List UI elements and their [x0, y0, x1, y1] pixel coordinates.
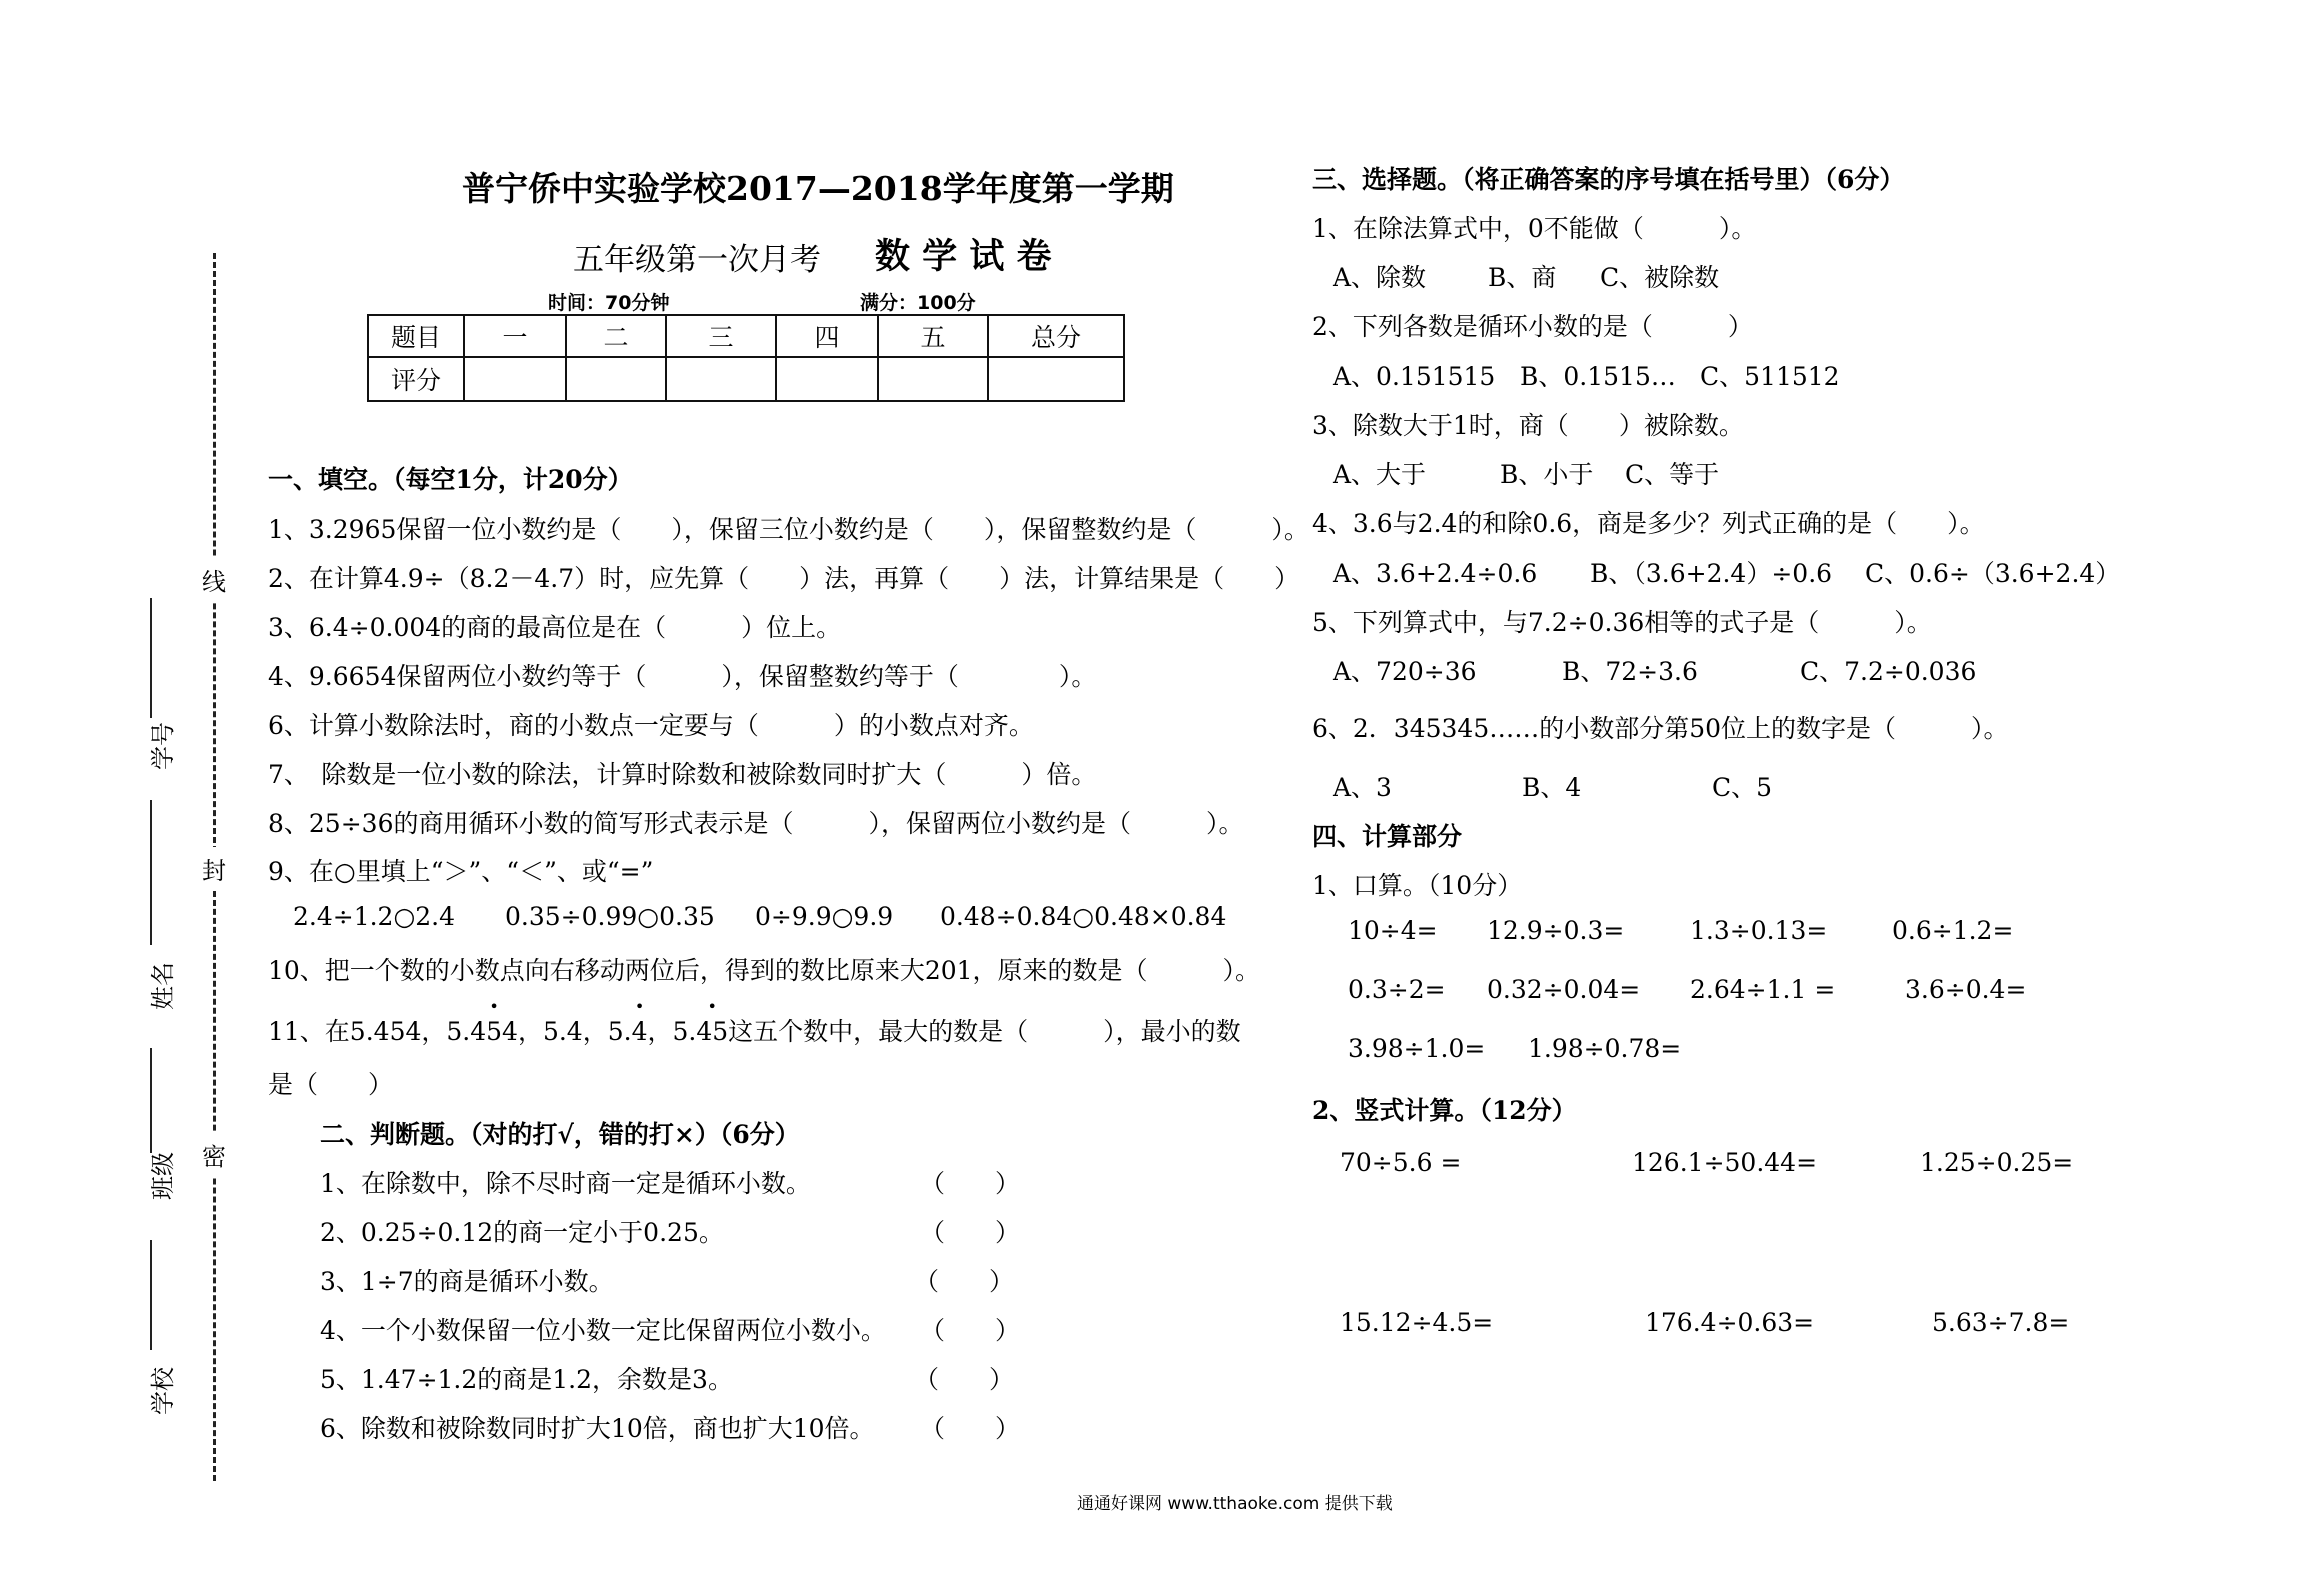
- judge-paren-3[interactable]: （ ）: [914, 1267, 1015, 1296]
- compare-item-4: 0.48÷0.84○0.48×0.84: [940, 902, 1227, 931]
- choice-3-option-b: B、小于: [1500, 460, 1594, 489]
- section4-heading: 四、计算部分: [1312, 822, 1463, 851]
- score-cell-4: 四: [776, 315, 878, 357]
- choice-3-option-c: C、等于: [1625, 460, 1720, 489]
- fill-question-10: 10、把一个数的小数点向右移动两位后，得到的数比原来大201，原来的数是（ ）。: [268, 956, 1261, 985]
- score-cell-3: 三: [666, 315, 776, 357]
- exam-time: 时间：70分钟: [548, 292, 670, 314]
- score-blank-2[interactable]: [566, 357, 666, 401]
- compare-item-3: 0÷9.9○9.9: [755, 902, 894, 931]
- margin-mark-xian: 线: [200, 558, 228, 601]
- q11-part-c: ，5.4，5.: [517, 1017, 632, 1046]
- fill-question-9: 9、在○里填上“＞”、“＜”、或“=”: [268, 857, 654, 886]
- name-fill-line: [150, 800, 152, 945]
- fill-question-1: 1、3.2965保留一位小数约是（ ），保留三位小数约是（ ），保留整数约是（ ）。: [268, 515, 1309, 544]
- score-blank-3[interactable]: [666, 357, 776, 401]
- choice-2-option-a: A、0.151515: [1333, 362, 1496, 391]
- class-fill-line: [150, 1048, 152, 1153]
- judge-paren-2[interactable]: （ ）: [920, 1218, 1021, 1247]
- score-blank-total[interactable]: [988, 357, 1124, 401]
- section1-heading: 一、填空。（每空1分，计20分）: [268, 465, 633, 494]
- judge-item-2: 2、0.25÷0.12的商一定小于0.25。: [320, 1218, 724, 1247]
- oral-item: 1.98÷0.78=: [1528, 1034, 1682, 1063]
- exam-subtitle-grade: 五年级第一次月考: [573, 242, 821, 278]
- choice-6-option-c: C、5: [1712, 773, 1773, 802]
- exam-subtitle-subject: 数 学 试 卷: [875, 237, 1052, 277]
- vertical-item: 5.63÷7.8=: [1932, 1308, 2070, 1337]
- score-blank-1[interactable]: [464, 357, 566, 401]
- oral-item: 3.6÷0.4=: [1905, 975, 2027, 1004]
- section2-heading: 二、判断题。（对的打√，错的打×）（6分）: [320, 1120, 800, 1149]
- vertical-calc-heading: 2、竖式计算。（12分）: [1312, 1096, 1577, 1125]
- choice-2-option-c: C、511512: [1700, 362, 1840, 391]
- choice-3-option-a: A、大于: [1333, 460, 1427, 489]
- judge-item-5: 5、1.47÷1.2的商是1.2，余数是3。: [320, 1365, 733, 1394]
- margin-field-school: 学校: [149, 1367, 177, 1415]
- choice-4-option-b: B、（3.6+2.4）÷0.6: [1590, 559, 1833, 588]
- choice-4-option-a: A、3.6+2.4÷0.6: [1333, 559, 1538, 588]
- student-id-fill-line: [150, 598, 152, 718]
- q11-repeating-4: • 4: [632, 1017, 648, 1046]
- choice-5-option-c: C、7.2÷0.036: [1800, 657, 1977, 686]
- score-cell-5: 五: [878, 315, 988, 357]
- choice-1-option-c: C、被除数: [1600, 263, 1720, 292]
- fill-question-3: 3、6.4÷0.004的商的最高位是在（ ）位上。: [268, 613, 842, 642]
- choice-question-5: 5、下列算式中，与7.2÷0.36相等的式子是（ ）。: [1312, 608, 1932, 637]
- q11-repeating-45: • 45: [696, 1017, 728, 1046]
- choice-2-option-b: B、0.1515…: [1520, 362, 1676, 391]
- fill-question-7: 7、 除数是一位小数的除法，计算时除数和被除数同时扩大（ ）倍。: [268, 760, 1097, 789]
- judge-paren-4[interactable]: （ ）: [920, 1316, 1021, 1345]
- fill-question-4: 4、9.6654保留两位小数约等于（ ），保留整数约等于（ ）。: [268, 662, 1097, 691]
- oral-item: 0.6÷1.2=: [1892, 916, 2014, 945]
- judge-item-1: 1、在除数中，除不尽时商一定是循环小数。: [320, 1169, 811, 1198]
- score-cell-total: 总分: [988, 315, 1124, 357]
- oral-item: 12.9÷0.3=: [1487, 916, 1625, 945]
- judge-item-4: 4、一个小数保留一位小数一定比保留两位小数小。: [320, 1316, 886, 1345]
- judge-item-3: 3、1÷7的商是循环小数。: [320, 1267, 614, 1296]
- choice-1-option-b: B、商: [1488, 263, 1557, 292]
- choice-4-option-c: C、0.6÷（3.6+2.4）: [1865, 559, 2121, 588]
- oral-item: 2.64÷1.1 =: [1690, 975, 1836, 1004]
- oral-item: 1.3÷0.13=: [1690, 916, 1828, 945]
- footer-credit: 通通好课网 www.tthaoke.com 提供下载: [1077, 1494, 1393, 1514]
- choice-question-1: 1、在除法算式中，0不能做（ ）。: [1312, 214, 1757, 243]
- exam-title: 普宁侨中实验学校2017—2018学年度第一学期: [462, 169, 1174, 208]
- school-fill-line: [150, 1240, 152, 1350]
- margin-mark-feng: 封: [200, 847, 228, 890]
- vertical-item: 126.1÷50.44=: [1632, 1148, 1818, 1177]
- score-table: [367, 314, 1125, 402]
- score-cell-2: 二: [566, 315, 666, 357]
- vertical-item: 176.4÷0.63=: [1645, 1308, 1815, 1337]
- oral-item: 10÷4=: [1348, 916, 1438, 945]
- choice-6-option-a: A、3: [1333, 773, 1392, 802]
- choice-6-option-b: B、4: [1522, 773, 1582, 802]
- vertical-item: 15.12÷4.5=: [1340, 1308, 1494, 1337]
- judge-paren-1[interactable]: （ ）: [920, 1169, 1021, 1198]
- oral-calc-heading: 1、口算。（10分）: [1312, 871, 1523, 900]
- q11-repeating-454: • 454: [470, 1017, 518, 1046]
- margin-mark-mi: 密: [200, 1133, 228, 1176]
- compare-item-1: 2.4÷1.2○2.4: [293, 902, 456, 931]
- compare-item-2: 0.35÷0.99○0.35: [505, 902, 715, 931]
- fill-question-8: 8、25÷36的商用循环小数的简写形式表示是（ ），保留两位小数约是（ ）。: [268, 809, 1244, 838]
- margin-field-name: 姓名: [149, 962, 177, 1010]
- q11-part-e: ，5.: [647, 1017, 697, 1046]
- vertical-item: 1.25÷0.25=: [1920, 1148, 2074, 1177]
- oral-item: 0.3÷2=: [1348, 975, 1446, 1004]
- fill-question-2: 2、在计算4.9÷（8.2－4.7）时，应先算（ ）法，再算（ ）法，计算结果是（ ）: [268, 564, 1300, 593]
- score-row-label: 评分: [368, 357, 464, 401]
- judge-paren-6[interactable]: （ ）: [920, 1414, 1021, 1443]
- fill-question-11: [268, 1012, 1241, 1048]
- score-blank-5[interactable]: [878, 357, 988, 401]
- judge-item-6: 6、除数和被除数同时扩大10倍，商也扩大10倍。: [320, 1414, 875, 1443]
- q11-part-g: 这五个数中，最大的数是（ ），最小的数: [728, 1017, 1241, 1046]
- margin-field-class: 班级: [149, 1152, 177, 1200]
- q11-part-a: 11、在5.454，5.: [268, 1017, 471, 1046]
- fill-question-11-cont: 是（ ）: [268, 1070, 394, 1099]
- score-table-header-row: [368, 315, 1124, 357]
- score-blank-4[interactable]: [776, 357, 878, 401]
- section3-heading: 三、选择题。（将正确答案的序号填在括号里）（6分）: [1312, 165, 1905, 194]
- choice-5-option-b: B、72÷3.6: [1562, 657, 1698, 686]
- vertical-item: 70÷5.6 =: [1340, 1148, 1462, 1177]
- score-table-score-row: [368, 357, 1124, 401]
- oral-item: 3.98÷1.0=: [1348, 1034, 1486, 1063]
- choice-question-2: 2、下列各数是循环小数的是（ ）: [1312, 312, 1753, 341]
- fill-question-6: 6、计算小数除法时，商的小数点一定要与（ ）的小数点对齐。: [268, 711, 1034, 740]
- score-cell-label: 题目: [368, 315, 464, 357]
- score-cell-1: 一: [464, 315, 566, 357]
- oral-item: 0.32÷0.04=: [1487, 975, 1641, 1004]
- choice-1-option-a: A、除数: [1333, 263, 1427, 292]
- exam-full-score: 满分：100分: [860, 292, 976, 314]
- margin-field-student-id: 学号: [149, 722, 177, 770]
- judge-paren-5[interactable]: （ ）: [914, 1365, 1015, 1394]
- choice-question-4: 4、3.6与2.4的和除0.6，商是多少？列式正确的是（ ）。: [1312, 509, 1985, 538]
- choice-5-option-a: A、720÷36: [1333, 657, 1477, 686]
- choice-question-3: 3、除数大于1时，商（ ）被除数。: [1312, 411, 1744, 440]
- choice-question-6: 6、2．345345……的小数部分第50位上的数字是（ ）。: [1312, 714, 2009, 743]
